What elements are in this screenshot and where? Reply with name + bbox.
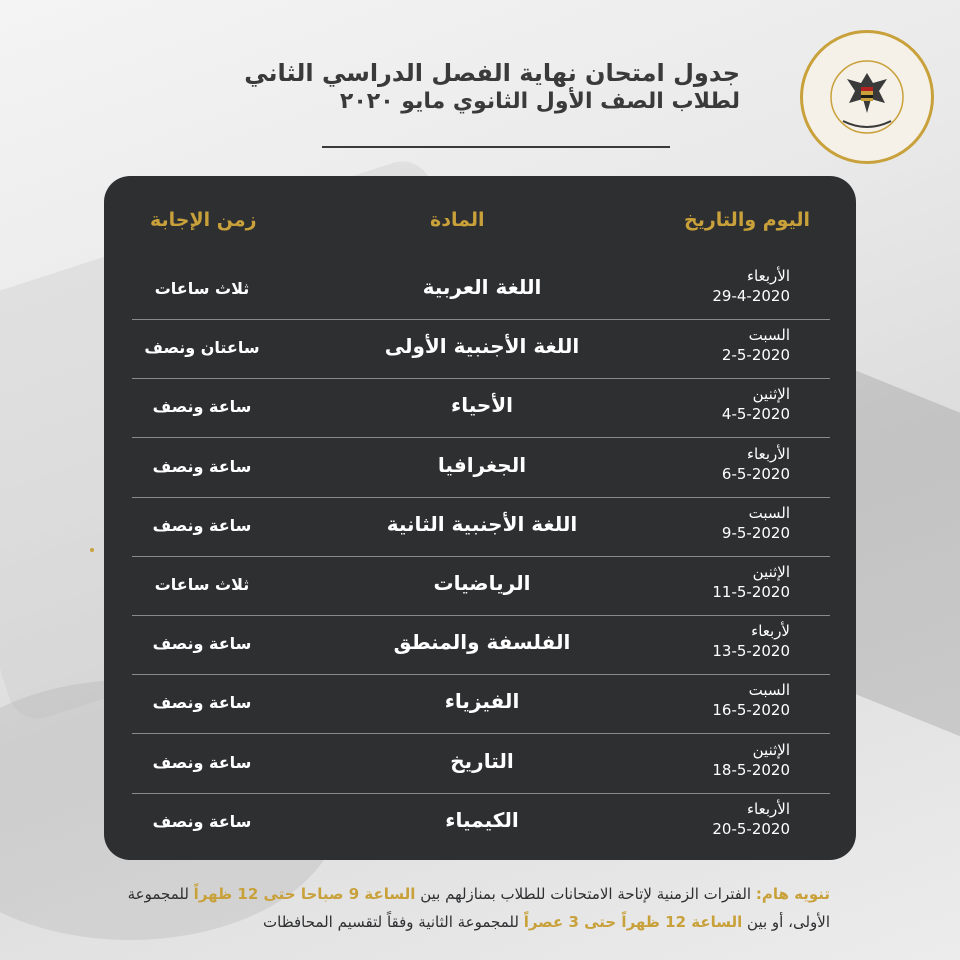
table-row bbox=[132, 320, 830, 379]
table-row bbox=[132, 675, 830, 734]
row-day: الأربعاء bbox=[746, 444, 790, 463]
table-row bbox=[132, 557, 830, 616]
table-row bbox=[132, 735, 830, 794]
row-subject: اللغة العربية bbox=[422, 275, 542, 299]
row-duration: ساعتان ونصف bbox=[144, 338, 260, 358]
row-day: الإثنين bbox=[752, 385, 790, 404]
row-duration: ساعة ونصف bbox=[152, 397, 252, 417]
page-title: جدول امتحان نهاية الفصل الدراسي الثاني bbox=[244, 59, 740, 87]
table-row bbox=[132, 794, 830, 853]
row-duration: ساعة ونصف bbox=[152, 752, 252, 772]
row-day: لأربعاء bbox=[751, 622, 790, 641]
row-subject: اللغة الأجنبية الثانية bbox=[386, 511, 578, 536]
row-subject: الأحياء bbox=[450, 393, 514, 418]
row-day: السبت bbox=[748, 326, 790, 345]
page-subtitle: لطلاب الصف الأول الثانوي مايو ٢٠٢٠ bbox=[339, 89, 740, 114]
row-subject: الفيزياء bbox=[444, 689, 520, 714]
row-duration: ثلاث ساعات bbox=[154, 575, 250, 594]
row-date: 4-5-2020 bbox=[721, 405, 790, 424]
row-day: الإثنين bbox=[752, 740, 790, 759]
eagle-emblem-icon bbox=[803, 33, 931, 161]
row-duration: ساعة ونصف bbox=[152, 693, 252, 713]
row-date: 9-5-2020 bbox=[721, 523, 790, 542]
row-date: 16-5-2020 bbox=[712, 701, 790, 720]
table-row bbox=[132, 379, 830, 438]
row-date: 2-5-2020 bbox=[721, 346, 790, 365]
ministry-logo bbox=[800, 30, 934, 164]
row-day: الأربعاء bbox=[746, 267, 790, 285]
row-day: السبت bbox=[748, 503, 790, 522]
row-subject: اللغة الأجنبية الأولى bbox=[384, 334, 580, 359]
row-day: السبت bbox=[748, 681, 790, 700]
column-header-subject: المادة bbox=[430, 209, 485, 231]
row-subject: الجغرافيا bbox=[437, 452, 527, 477]
note-text: للمجموعة الأولى، أو بين bbox=[127, 885, 830, 931]
important-note bbox=[100, 880, 830, 936]
table-row bbox=[132, 261, 830, 320]
row-duration: ساعة ونصف bbox=[152, 634, 252, 654]
row-date: 11-5-2020 bbox=[712, 583, 790, 601]
table-row bbox=[132, 498, 830, 557]
note-label: تنويه هام: bbox=[755, 885, 830, 903]
page-title-block bbox=[240, 58, 740, 116]
column-header-duration: زمن الإجابة bbox=[150, 209, 257, 231]
row-duration: ساعة ونصف bbox=[152, 811, 252, 831]
column-header-day: اليوم والتاريخ bbox=[684, 209, 810, 231]
row-day: الأربعاء bbox=[746, 799, 790, 818]
row-subject: الكيمياء bbox=[445, 807, 519, 832]
row-subject: التاريخ bbox=[450, 748, 514, 773]
note-time-group1: الساعة 9 صباحا حتى 12 ظهراً bbox=[193, 885, 416, 903]
row-date: 13-5-2020 bbox=[712, 642, 790, 661]
row-subject: الفلسفة والمنطق bbox=[393, 630, 571, 655]
row-subject: الرياضيات bbox=[433, 571, 531, 595]
note-time-group2: الساعة 12 ظهراً حتى 3 عصراً bbox=[523, 913, 743, 931]
row-date: 20-5-2020 bbox=[712, 819, 790, 838]
table-row bbox=[132, 616, 830, 675]
note-text: للمجموعة الثانية وفقاً لتقسيم المحافظات bbox=[263, 913, 524, 931]
decorative-dot bbox=[90, 548, 94, 552]
row-date: 6-5-2020 bbox=[721, 464, 790, 483]
title-divider bbox=[322, 146, 670, 148]
row-duration: ساعة ونصف bbox=[152, 515, 252, 535]
note-text: الفترات الزمنية لإتاحة الامتحانات للطلاب بمنازلهم بين bbox=[415, 885, 756, 903]
row-date: 29-4-2020 bbox=[712, 287, 790, 305]
row-duration: ثلاث ساعات bbox=[154, 279, 250, 298]
row-day: الإثنين bbox=[752, 563, 790, 581]
row-duration: ساعة ونصف bbox=[152, 456, 252, 476]
table-row bbox=[132, 439, 830, 498]
row-date: 18-5-2020 bbox=[712, 760, 790, 779]
